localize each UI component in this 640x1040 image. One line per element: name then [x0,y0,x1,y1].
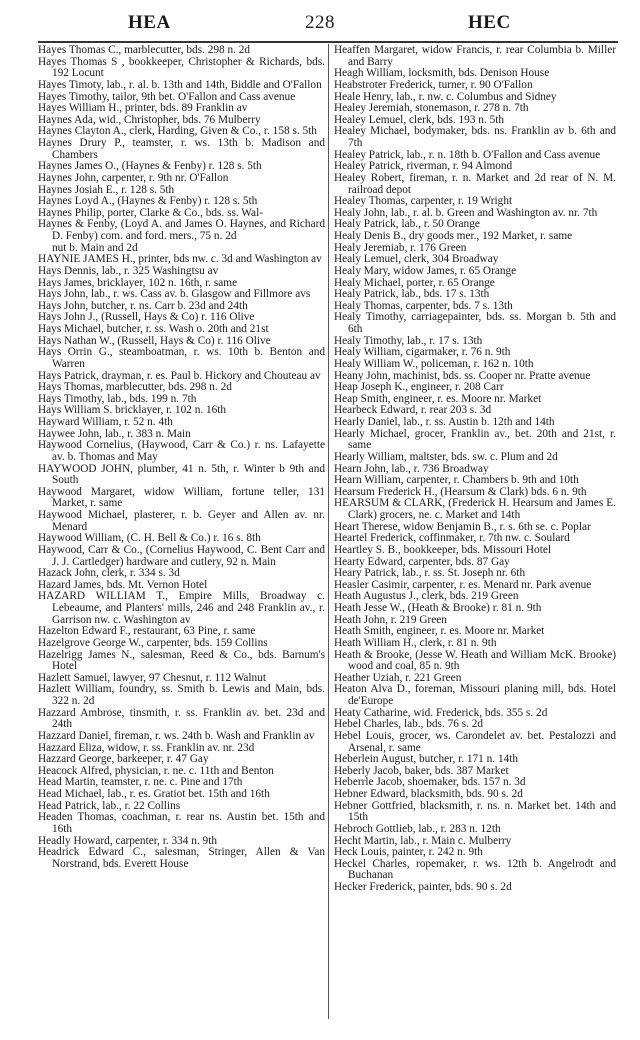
directory-entry: Heagh William, locksmith, bds. Denison House [334,67,550,80]
directory-entry: Hebel Charles, lab., bds. 76 s. 2d [334,718,484,731]
directory-entry: Hazelton Edward F., restaurant, 63 Pine, r. same [38,625,256,638]
directory-entry: Heath John, r. 219 Green [334,613,447,626]
directory-entry: Haywood Cornelius, (Haywood, Carr & Co.) r. ns. Lafayette av. b. Thomas and May [38,439,325,463]
directory-entry: Headen Thomas, coachman, r. rear ns. Austin bet. 15th and 16th [38,811,325,835]
directory-entry: Heath Augustus J., clerk, bds. 219 Green [334,590,519,603]
directory-entry: Hecker Frederick, painter, bds. 90 s. 2d [334,881,512,893]
directory-entry: Healy William W., policeman, r. 162 n. 10th [334,357,534,370]
directory-entry: Healey Lemuel, clerk, bds. 193 n. 5th [334,113,505,126]
directory-entry: Heberly Jacob, baker, bds. 387 Market [334,764,509,777]
directory-entry: Haywee John, lab., r. 383 n. Main [38,427,191,440]
directory-entry: Haynes Ada, wid., Christopher, bds. 76 Mulberry [38,113,261,126]
directory-entry: Hays Dennis, lab., r. 325 Washingtsu av [38,264,219,277]
directory-entry: Heacock Alfred, physician, r. ne. c. 11th and Benton [38,764,274,777]
running-head-right: HEC [468,12,511,33]
page-number: 228 [305,12,335,33]
directory-entry: Healy William, cigarmaker, r. 76 n. 9th [334,346,511,359]
directory-entry: Haynes Loyd A., (Haynes & Fenby) r. 128 s. 5th [38,195,258,208]
column-divider [328,44,329,1019]
directory-entry: Heath William H., clerk, r. 81 n. 9th [334,636,497,649]
directory-entry: Hazzard George, barkeeper, r. 47 Gay [38,753,209,766]
directory-entry: Heberlein August, butcher, r. 171 n. 14th [334,753,519,766]
header-rule [38,41,618,43]
directory-entry: Hays Patrick, drayman, r. es. Paul b. Hickory and Chouteau av [38,369,321,382]
directory-entry: Heap Joseph K., engineer, r. 208 Carr [334,381,504,394]
directory-entry: Heath Jesse W., (Heath & Brooke) r. 81 n. 9th [334,602,542,614]
directory-entry: Hays Nathan W., (Russell, Hays & Co) r. 116 Olive [38,334,271,347]
directory-entry: Haywood Margaret, widow William, fortune teller, 131 Market, r. same [38,485,325,510]
directory-entry: Heale Henry, lab., r. nw. c. Columbus and Sidney [334,90,557,103]
directory-entry: Hazack John, clerk, r. 334 s. 3d [38,567,180,580]
directory-entry: Hays Michael, butcher, r. ss. Wash o. 20th and 21st [38,323,269,335]
directory-entry: Hays John, butcher, r. ns. Carr b. 23d and 24th [38,299,248,312]
directory-entry: Hearn William, carpenter, r. Chambers b. 9th and 10th [334,474,579,487]
directory-entry: Hebner Edward, blacksmith, bds. 90 s. 2d [334,788,523,800]
directory-entry: Healy Thomas, carpenter, bds. 7 s. 13th [334,299,513,312]
directory-entry: Heath & Brooke, (Jesse W. Heath and William McK. Brooke) wood and coal, 85 n. 9th [334,648,616,673]
directory-entry: Healey Patrick, lab., r. n. 18th b. O'Fallon and Cass avenue [334,148,601,161]
directory-entry: Heany John, machinist, bds. ss. Cooper nr. Pratte avenue [334,369,591,382]
directory-entry: Heck Louis, painter, r. 242 n. 9th [334,846,483,859]
directory-entry: Hecht Martin, lab., r. Main c. Mulberry [334,834,512,847]
directory-entry: Healy Michael, porter, r. 65 Orange [334,276,495,289]
directory-entry: Heabstroter Frederick, turner, r. 90 O'Fallon [334,78,533,91]
directory-entry: Heasler Casimir, carpenter, r. es. Menard nr. Park avenue [334,578,592,591]
directory-entry: Healey Michael, bodymaker, bds. ns. Franklin av b. 6th and 7th [334,125,616,149]
directory-entry: Heckel Charles, ropemaker, r. ws. 12th b. Angelrodt and Buchanan [334,857,616,882]
directory-entry: Hayes Timoty, lab., r. al. b. 13th and 14th, Biddle and O'Fallon [38,78,322,91]
directory-entry: Head Michael, lab., r. es. Gratiot bet. 15th and 16th [38,788,270,800]
directory-entry: Hearty Edward, carpenter, bds. 87 Gay [334,555,510,568]
directory-entry: HAYWOOD JOHN, plumber, 41 n. 5th, r. Winter b 9th and South [38,462,325,487]
directory-entry: Healey Jeremiah, stonemason, r. 278 n. 7th [334,102,529,115]
directory-entry: Heberrle Jacob, shoemaker, bds. 157 n. 3d [334,776,526,789]
directory-entry: Healy Mary, widow James, r. 65 Orange [334,264,517,277]
directory-entry: Healy Denis B., dry goods mer., 192 Market, r. same [334,230,573,242]
directory-entry: Healy John, lab., r. al. b. Green and Washington av. nr. 7th [334,206,598,219]
directory-entry: HEARSUM & CLARK, (Frederick H. Hearsum and James E. Clark) grocers, ne. c. Market and 14th [334,497,616,521]
directory-entry: Heartel Frederick, coffinmaker, r. 7th nw. c. Soulard [334,532,570,545]
directory-entry: Hazelrigg James N., salesman, Reed & Co., bds. Barnum's Hotel [38,648,325,673]
directory-entry: Hays William S. bricklayer, r. 102 n. 16th [38,404,227,417]
directory-entry: Hearn John, lab., r. 736 Broadway [334,462,489,475]
directory-entry: Healy Patrick, lab., r. 50 Orange [334,218,480,231]
directory-entry: Hayes Thomas C., marblecutter, bds. 298 n. 2d [38,44,251,56]
directory-entry: Haywood, Carr & Co., (Cornelius Haywood, C. Bent Carr and J. J. Cartledger) hardware and cutlery, 92 n. Main [38,543,325,568]
directory-entry: Healy Timothy, carriagepainter, bds. ss. Morgan b. 5th and 6th [334,311,616,335]
column-right [334,45,616,894]
directory-entry: Hays James, bricklayer, 102 n. 16th, r. same [38,276,238,289]
directory-entry: Hayes William H., printer, bds. 89 Franklin av [38,102,248,115]
directory-entry: Heather Uziah, r. 221 Green [334,671,462,684]
directory-entry: Hays John J., (Russell, Hays & Co) r. 116 Olive [38,311,255,324]
directory-entry: Hays John, lab., r. ws. Cass av. b. Glasgow and Fillmore avs [38,288,311,301]
directory-entry: Heart Therese, widow Benjamin B., r. s. 6th se. c. Poplar [334,520,591,533]
directory-entry: Healey Patrick, riverman, r. 94 Almond [334,160,513,173]
directory-entry: Haynes John, carpenter, r. 9th nr. O'Fallon [38,171,229,184]
directory-entry: Hearly Daniel, lab., r. ss. Austin b. 12th and 14th [334,416,555,428]
directory-entry: Heary Patrick, lab., r. ss. St. Joseph nr. 6th [334,567,526,580]
directory-entry: Headly Howard, carpenter, r. 334 n. 9th [38,834,217,847]
directory-entry: Hays Timothy, lab., bds. 199 n. 7th [38,392,197,405]
directory-entry: Haywood William, (C. H. Bell & Co.) r. 16 s. 8th [38,532,261,545]
directory-entry: Haynes Clayton A., clerk, Harding, Given & Co., r. 158 s. 5th [38,125,317,138]
directory-entry: Haywood Michael, plasterer, r. b. Geyer and Allen av. nr. Menard [38,509,325,533]
column-left [38,45,325,870]
directory-entry: Hazard James, bds. Mt. Vernon Hotel [38,578,208,591]
directory-entry: Hebroch Gottlieb, lab., r. 283 n. 12th [334,822,501,835]
directory-entry: Healy Patrick, lab., bds. 17 s. 13th [334,288,490,301]
directory-entry: Heap Smith, engineer, r. es. Moore nr. Market [334,392,542,405]
directory-entry: HAZARD WILLIAM T., Empire Mills, Broadway c. Lebeaume, and Planters' mills, 246 and 248 Franklin av., r. Garrison nw. c. Washington av [38,590,325,626]
directory-entry: Heath Smith, engineer, r. es. Moore nr. Market [334,625,545,638]
directory-entry: Hazzard Eliza, widow, r. ss. Franklin av. nr. 23d [38,741,255,754]
directory-entry: Hayes Thomas S , bookkeeper, Christopher & Richards, bds. 192 Locunt [38,55,325,80]
directory-entry: Healy Lemuel, clerk, 304 Broadway [334,253,499,266]
directory-entry: Headrick Edward C., salesman, Stringer, Allen & Van Norstrand, bds. Everett House [38,846,325,870]
running-head-left: HEA [128,12,171,33]
directory-entry: Heaty Catharine, wid. Frederick, bds. 355 s. 2d [334,706,548,719]
directory-entry: Hebel Louis, grocer, ws. Carondelet av. bet. Pestalozzi and Arsenal, r. same [334,729,616,754]
directory-entry: Healey Robert, fireman, r. n. Market and 2d rear of N. M. railroad depot [334,171,616,196]
directory-entry: Haynes James O., (Haynes & Fenby) r. 128 s. 5th [38,160,262,173]
directory-entry: Hebner Gottfried, blacksmith, r. ns. n. Market bet. 14th and 15th [334,799,616,824]
directory-entry: HAYNIE JAMES H., printer, bds nw. c. 3d and Washington av [38,253,322,266]
directory-entry: Haynes & Fenby, (Loyd A. and James O. Haynes, and Richard D. Fenby) com. and ford. mers., 75 n. 2d [38,218,325,242]
directory-entry: Hazzard Ambrose, tinsmith, r. ss. Franklin av. bet. 23d and 24th [38,706,325,731]
directory-entry: Hayward William, r. 52 n. 4th [38,416,173,428]
directory-entry: Hazlett Samuel, lawyer, 97 Chesnut, r. 112 Walnut [38,671,266,684]
directory-entry: Hearly William, maltster, bds. sw. c. Plum and 2d [334,450,558,463]
directory-entry: Hazzard Daniel, fireman, r. ws. 24th b. Wash and Franklin av [38,729,315,742]
directory-entry: Haynes Philip, porter, Clarke & Co., bds. ss. Wal- [38,206,263,219]
directory-entry: Hearsum Frederick H., (Hearsum & Clark) bds. 6 n. 9th [334,485,587,498]
directory-entry: Heaton Alva D., foreman, Missouri planing mill, bds. Hotel de'Europe [334,683,616,707]
directory-entry: Hays Thomas, marblecutter, bds. 298 n. 2d [38,381,232,394]
directory-entry: Hayes Timothy, tailor, 9th bet. O'Fallon and Cass avenue [38,90,296,103]
directory-entry: Heaffen Margaret, widow Francis, r. rear Columbia b. Miller and Barry [334,44,616,68]
directory-entry: Hearly Michael, grocer, Franklin av., bet. 20th and 21st, r. same [334,427,616,452]
directory-entry: Haynes Josiah E., r. 128 s. 5th [38,183,175,196]
directory-entry: Hazelgrove George W., carpenter, bds. 159 Collins [38,636,268,649]
directory-entry: Hays Orrin G., steamboatman, r. ws. 10th b. Benton and Warren [38,346,325,370]
directory-entry: Hazlett William, foundry, ss. Smith b. Lewis and Main, bds. 322 n. 2d [38,683,325,707]
directory-entry: nut b. Main and 2d [52,241,138,254]
directory-entry: Heartley S. B., bookkeeper, bds. Missouri Hotel [334,543,551,556]
directory-entry: Healy Timothy, lab., r. 17 s. 13th [334,334,483,347]
directory-entry: Head Martin, teamster, r. ne. c. Pine and 17th [38,776,243,789]
directory-entry: Head Patrick, lab., r. 22 Collins [38,799,181,812]
directory-entry: Healy Jeremiab, r. 176 Green [334,241,467,254]
directory-entry: Hearbeck Edward, r. rear 203 s. 3d [334,404,492,417]
directory-entry: Haynes Drury P., teamster, r. ws. 13th b. Madison and Chambers [38,137,325,161]
directory-entry: Healey Thomas, carpenter, r. 19 Wright [334,195,513,208]
